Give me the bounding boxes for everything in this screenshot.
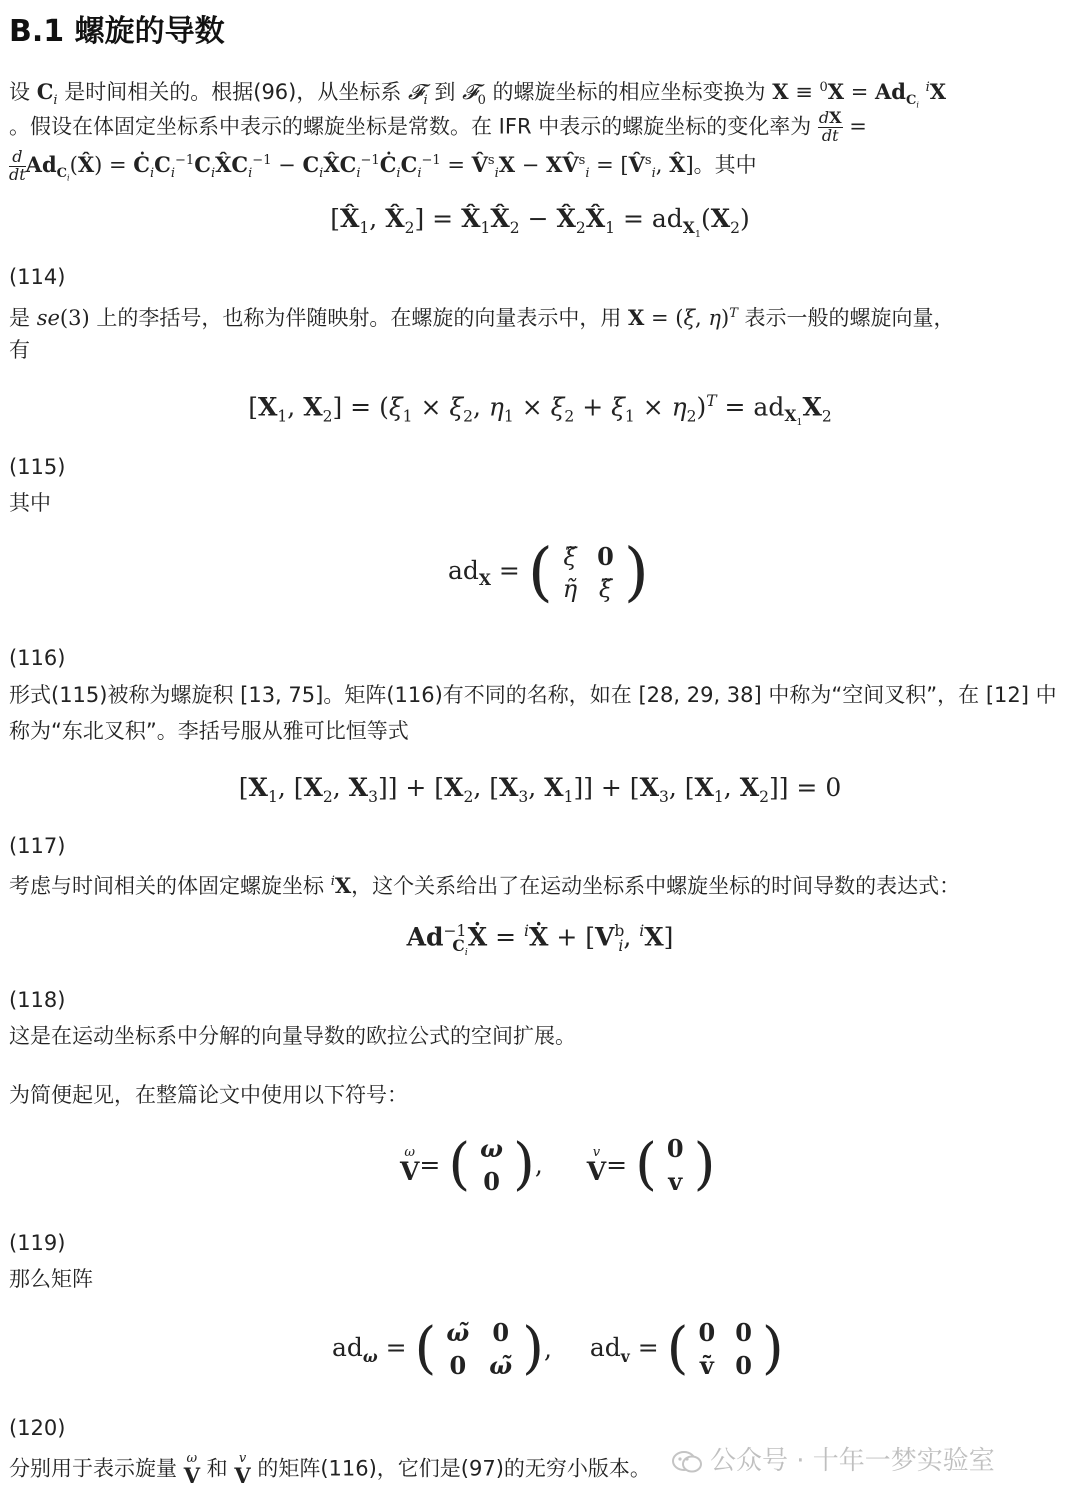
watermark-text: 公众号 · 十年一梦实验室: [710, 1446, 995, 1476]
paragraph-1-line-2: 。假设在体固定坐标系中表示的螺旋坐标是常数。在 IFR 中表示的螺旋坐标的变化率为 $\frac{dX}{dt}$ =: [9, 108, 867, 145]
watermark: [672, 1440, 995, 1477]
equation-115: [$X_1$, $X_2] = (\xi_1 \times \xi_2$, $\eta_1 \times \xi_2 + \xi_1 \times \eta_2)^T = ad_{X_1}X_2$: [248, 392, 832, 429]
equation-number-114: (114): [9, 265, 66, 289]
paragraph-2-line-2: 有: [9, 338, 30, 362]
paragraph-1-line-1: 设 $C_i$ 是时间相关的。根据(96)，从坐标系 𝓕$_i$ 到 𝓕$_0$ 的螺旋坐标的相应坐标变换为 $X \equiv ^0X = Ad_{C_i}$ $^i$X: [9, 79, 947, 110]
equation-120: $ad_\omega$ = ( ω̃ 0 0 ω̃ ), $ad_v$ = ( 0 0 ṽ 0 ): [332, 1316, 784, 1381]
paragraph-6: 这是在运动坐标系中分解的向量导数的欧拉公式的空间扩展。: [9, 1024, 576, 1048]
paragraph-2-line-1: 是 se(3) 上的李括号，也称为伴随映射。在螺旋的向量表示中，用 X = (ξ, η)$^T$ 表示一般的螺旋向量，: [9, 305, 955, 330]
equation-119: ω V= ( ω 0 ), v V= ( 0 v ): [400, 1132, 716, 1197]
paragraph-9: 分别用于表示旋量 ω V 和 v V 的矩阵(116)，它们是(97)的无穷小版本。: [9, 1451, 651, 1488]
equation-number-118: (118): [9, 988, 66, 1012]
paragraph-8: 那么矩阵: [9, 1267, 93, 1291]
equation-number-119: (119): [9, 1231, 66, 1255]
paragraph-1-line-3: $\frac{d}{dt}Ad_{C_i}(X̂)$ = $Ċ_iC_i^{-1}C_iX̂C_i^{-1}$ − $C_iX̂C_i^{-1}Ċ_iC_i^{-1}$ = V̂$^s_i$X − XV̂$^s_i$ = [V̂$^s_i$, X̂]。其中: [9, 147, 757, 184]
equation-number-115: (115): [9, 455, 66, 479]
equation-114: [$X̂_1$, $X̂_2$] = $X̂_1X̂_2$ − $X̂_2X̂_1 = ad_{X_1}(X_2)$: [330, 204, 750, 241]
equation-117: [$X_1$, [$X_2$, $X_3]] + [X_2$, [$X_3$, $X_1]] + [X_3$, [$X_1$, $X_2]] = 0$: [238, 773, 842, 806]
paragraph-7: 为简便起见，在整篇论文中使用以下符号：: [9, 1083, 408, 1107]
equation-118: $Ad^{-1}_{C_i}Ẋ$ = $^i$Ẋ + [$V^b_i$, $^i$X]: [406, 922, 674, 959]
paragraph-5: 考虑与时间相关的体固定螺旋坐标 $^i$X，这个关系给出了在运动坐标系中螺旋坐标的时间导数的表达式：: [9, 873, 961, 898]
equation-number-116: (116): [9, 646, 66, 670]
equation-number-120: (120): [9, 1416, 66, 1440]
paragraph-4-line-2: 称为“东北叉积”。李括号服从雅可比恒等式: [9, 719, 409, 743]
section-title: B.1 螺旋的导数: [9, 14, 225, 49]
wechat-icon: [672, 1451, 702, 1473]
equation-number-117: (117): [9, 834, 66, 858]
paragraph-3: 其中: [9, 491, 51, 515]
paragraph-4-line-1: 形式(115)被称为螺旋积 [13, 75]。矩阵(116)有不同的名称，如在 [28, 29, 38] 中称为“空间叉积”，在 [12] 中: [9, 683, 1057, 707]
equation-116: $ad_X$ = ( ξ̃ 0 η̃ ξ̃ ): [448, 535, 649, 610]
